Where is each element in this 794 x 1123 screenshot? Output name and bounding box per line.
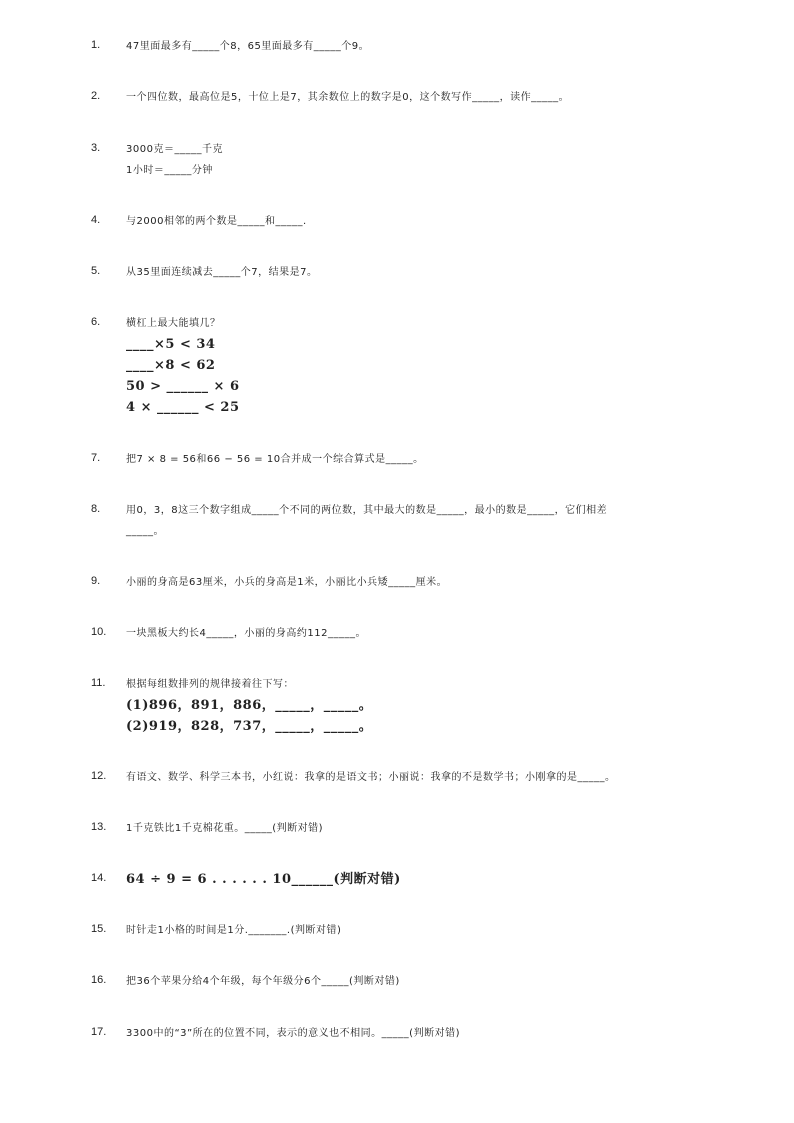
sequence-line: (2)919，828，737，_____，_____。 [126,719,373,734]
question-number: 15. [91,923,107,935]
question-text: 一块黑板大约长4_____，小丽的身高约112_____。 [126,628,366,639]
inequality-line: ____×5 < 34 [126,337,216,352]
question-number: 1. [91,39,101,51]
question-text: 有语文、数学、科学三本书，小红说：我拿的是语文书；小丽说：我拿的不是数学书；小刚拿的是_____。 [126,772,616,783]
question-number: 3. [91,142,101,154]
question-text: 1小时＝_____分钟 [126,165,213,176]
question-text: 时针走1小格的时间是1分._______.(判断对错) [126,925,342,936]
question-number: 16. [91,974,107,986]
question-text: 3000克＝_____千克 [126,144,223,155]
inequality-line: 4 × ______ < 25 [126,400,240,415]
question-number: 9. [91,575,101,587]
question-text: 横杠上最大能填几？ [126,318,221,329]
question-text: 根据每组数排列的规律接着往下写： [126,679,294,690]
question-number: 8. [91,503,101,515]
question-number: 5. [91,265,101,277]
question-text: 47里面最多有_____个8，65里面最多有_____个9。 [126,41,370,52]
question-number: 14. [91,872,107,884]
question-number: 2. [91,90,101,102]
question-text: 把36个苹果分给4个年级，每个年级分6个_____(判断对错) [126,976,400,987]
question-number: 10. [91,626,107,638]
inequality-line: ____×8 < 62 [126,358,216,373]
question-text: 把7 × 8 = 56和66 − 56 = 10合并成一个综合算式是_____。 [126,454,424,465]
question-number: 7. [91,452,101,464]
question-text: 3300中的“3”所在的位置不同，表示的意义也不相同。_____(判断对错) [126,1028,460,1039]
question-text: 一个四位数，最高位是5，十位上是7，其余数位上的数字是0，这个数写作_____，读作_____。 [126,92,570,103]
question-number: 11. [91,677,106,689]
question-text: 从35里面连续减去_____个7，结果是7。 [126,267,318,278]
question-number: 13. [91,821,107,833]
sequence-line: (1)896，891，886，_____，_____。 [126,698,373,713]
question-text: 用0，3，8这三个数字组成_____个不同的两位数，其中最大的数是_____，最小的数是_____，它们相差 [126,505,608,516]
question-text: _____。 [126,526,164,537]
question-number: 6. [91,316,101,328]
question-text: 64 ÷ 9 = 6 . . . . . . 10______(判断对错) [126,872,401,887]
question-number: 4. [91,214,101,226]
question-text: 小丽的身高是63厘米，小兵的身高是1米，小丽比小兵矮_____厘米。 [126,577,448,588]
question-number: 17. [91,1026,107,1038]
inequality-line: 50 > ______ × 6 [126,379,240,394]
question-text: 1千克铁比1千克棉花重。_____(判断对错) [126,823,324,834]
question-text: 与2000相邻的两个数是_____和_____. [126,216,307,227]
question-number: 12. [91,770,107,782]
